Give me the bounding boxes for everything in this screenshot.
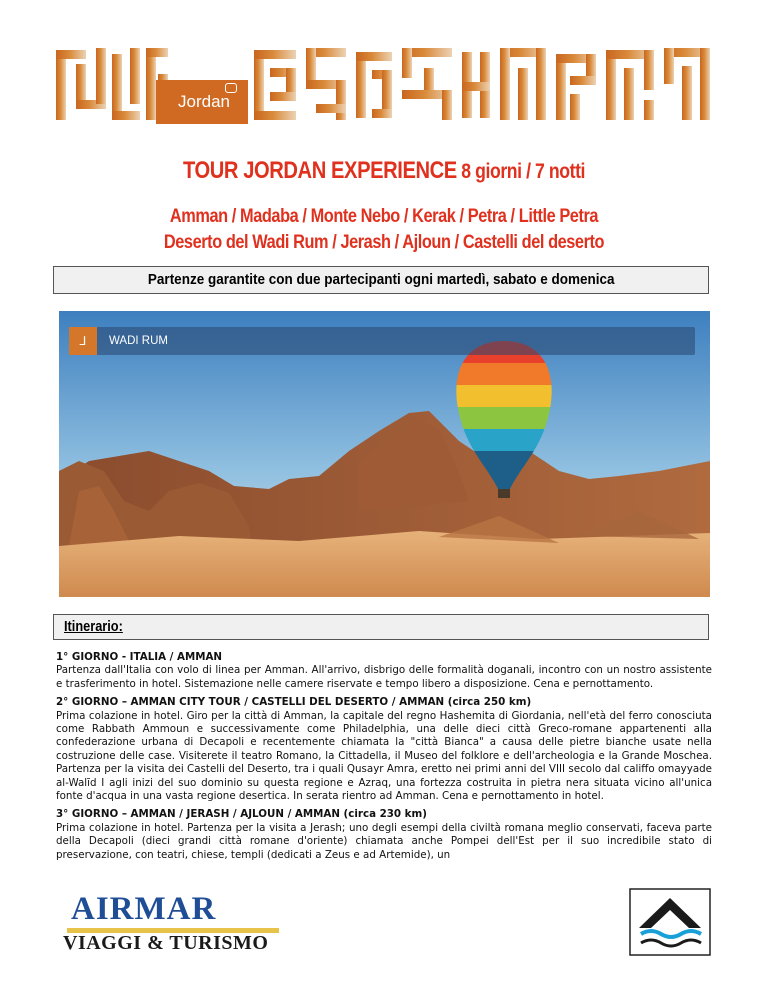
itinerary-heading-box bbox=[53, 614, 709, 640]
airmar-logo bbox=[61, 891, 281, 955]
jordan-logo-text: Jordan bbox=[178, 92, 230, 111]
tour-title bbox=[61, 157, 706, 185]
wadi-rum-photo bbox=[59, 311, 710, 597]
airmar-brand: AIRMAR bbox=[71, 891, 217, 927]
tour-route bbox=[54, 204, 714, 256]
tour-title-main: TOUR JORDAN EXPERIENCE bbox=[182, 157, 457, 184]
route-line-2: Deserto del Wadi Rum / Jerash / Ajloun / Castelli del deserto bbox=[163, 232, 605, 253]
crown-icon bbox=[225, 83, 237, 93]
day-title: 1° GIORNO - ITALIA / AMMAN bbox=[56, 651, 223, 663]
tour-duration: 8 giorni / 7 notti bbox=[456, 160, 586, 183]
day-title: 2° GIORNO – AMMAN CITY TOUR / CASTELLI DEL DESERTO / AMMAN (circa 250 km) bbox=[56, 696, 532, 709]
photo-label: WADI RUM bbox=[109, 335, 168, 347]
jordan-banner bbox=[54, 44, 714, 124]
photo-label-bar bbox=[69, 327, 695, 355]
day-1 bbox=[56, 651, 712, 691]
day-3 bbox=[56, 808, 712, 862]
departures-box bbox=[53, 266, 709, 294]
day-2 bbox=[56, 696, 712, 803]
day-text: Prima colazione in hotel. Partenza per la visita a Jerash; uno degli esempi della civiltà romana meglio conservati, faceva parte della Decapoli (dieci grandi città romane d'oriente) chiamata anche Pompei dell'Est per il suo incredibile stato di preservazione, con teatri, chiese, templi (dedicati a Zeus e ad Artemide), un bbox=[56, 821, 712, 861]
departures-text: Partenze garantite con due partecipanti ogni martedì, sabato e domenica bbox=[147, 271, 615, 288]
itinerary-heading: Itinerario: bbox=[64, 619, 123, 635]
mountain-wave-logo-icon bbox=[629, 888, 711, 956]
day-title: 3° GIORNO – AMMAN / JERASH / AJLOUN / AMMAN (circa 230 km) bbox=[56, 808, 427, 821]
map-pin-icon: ⅃ bbox=[69, 327, 97, 355]
airmar-tagline: VIAGGI & TURISMO bbox=[63, 932, 269, 954]
itinerary bbox=[56, 651, 712, 867]
day-text: Prima colazione in hotel. Giro per la città di Amman, la capitale del regno Hashemita di Giordania, nell'età del ferro conosciuta come Rabbath Ammoun e successivamente come Philadelphia, una delle dieci città Greco-romane appartenenti alla confederazione urbana di Decapoli e recentemente chiamata la "città Bianca" a causa delle pietre bianche usate nella costruzione delle case. Visiterete il teatro Romano, la Cittadella, il Museo del folklore e dell'archeologia e la Grande Moschea. Partenza per la visita dei Castelli del Deserto, tra i quali Qusayr Amra, eretto nei primi anni del VIII secolo dal califfo omayyade al-Walīd I agli inizi del suo dominio su questa regione e Azraq, una fortezza costruita in pietra nera situata vicino all'unica fonte d'acqua in una vasta regione desertica. In serata rientro ad Amman. Cena e pernottamento in hotel. bbox=[56, 709, 712, 803]
route-line-1: Amman / Madaba / Monte Nebo / Kerak / Petra / Little Petra bbox=[169, 206, 599, 227]
day-text: Partenza dall'Italia con volo di linea per Amman. All'arrivo, disbrigo delle formalità doganali, incontro con un nostro assistente e trasferimento in hotel. Sistemazione nelle camere riservate e tempo libero a disposizione. Cena e pernottamento. bbox=[56, 664, 712, 690]
